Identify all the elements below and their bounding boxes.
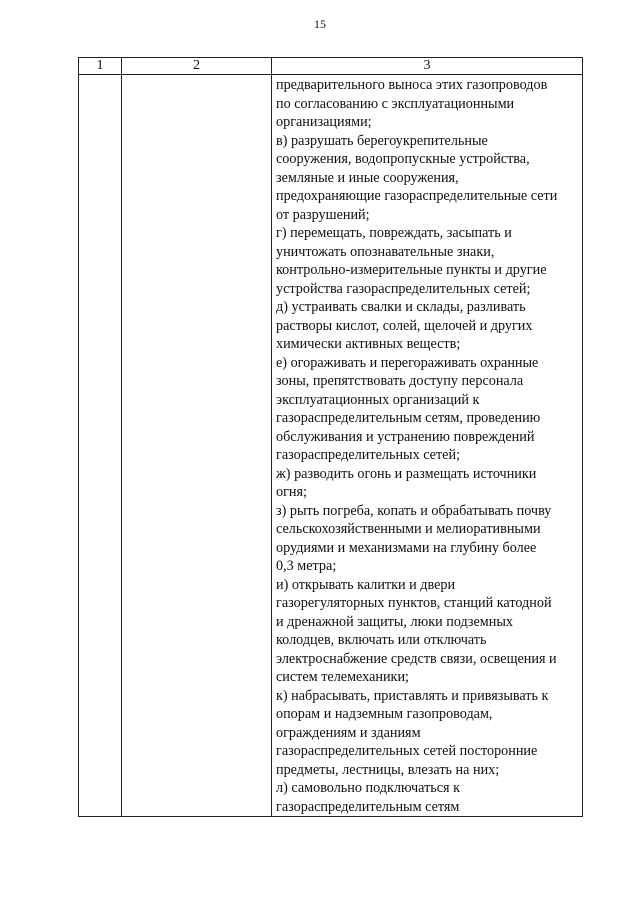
page-number: 15 [314, 17, 326, 31]
text-line: сооружения, водопропускные устройства, [276, 151, 530, 167]
text-line: химически активных веществ; [276, 336, 461, 352]
text-line: по согласованию с эксплуатационными [276, 95, 515, 112]
text-line: от разрушений; [276, 206, 370, 223]
text-line: г) перемещать, повреждать, засыпать и [276, 225, 512, 241]
text-line: л) самовольно подключаться к [276, 780, 461, 796]
text-line: д) устраивать свалки и склады, разливать [276, 299, 526, 315]
table-header-row [79, 58, 583, 75]
text-line: к) набрасывать, приставлять и привязывать к [276, 687, 549, 704]
text-line: обслуживания и устранению повреждений [276, 428, 535, 445]
text-line: е) огораживать и перегораживать охранные [276, 354, 539, 371]
text-line: газораспределительным сетям [276, 798, 460, 815]
text-line: электроснабжение средств связи, освещения и [276, 650, 557, 667]
text-line: предварительного выноса этих газопроводов [276, 77, 548, 93]
text-line: систем телемеханики; [276, 669, 409, 685]
text-line: газорегуляторных пунктов, станций катодной [276, 595, 552, 611]
text-line: и дренажной защиты, люки подземных [276, 613, 513, 630]
text-line: ограждениям и зданиям [276, 724, 421, 741]
text-line: зоны, препятствовать доступу персонала [276, 373, 524, 389]
table-cell-col3 [272, 75, 583, 817]
column-header-2: 2 [122, 58, 272, 75]
text-line: опорам и надземным газопроводам, [276, 706, 493, 722]
text-line: земляные и иные сооружения, [276, 169, 459, 186]
text-line: растворы кислот, солей, щелочей и других [276, 317, 533, 334]
text-line: предохраняющие газораспределительные сети [276, 188, 558, 204]
table-cell-col1 [79, 75, 122, 817]
text-line: уничтожать опознавательные знаки, [276, 243, 495, 260]
text-line: предметы, лестницы, влезать на них; [276, 761, 500, 778]
text-line: орудиями и механизмами на глубину более [276, 539, 537, 556]
text-line: огня; [276, 484, 307, 500]
table-row [79, 75, 583, 817]
text-line: организациями; [276, 114, 372, 130]
text-line: эксплуатационных организаций к [276, 391, 480, 408]
text-line: устройства газораспределительных сетей; [276, 280, 531, 297]
text-line: сельскохозяйственными и мелиоративными [276, 521, 541, 537]
column-header-3: 3 [272, 58, 583, 75]
text-line: з) рыть погреба, копать и обрабатывать почву [276, 502, 552, 519]
text-line: газораспределительных сетей посторонние [276, 743, 538, 759]
text-line: газораспределительным сетям, проведению [276, 410, 541, 426]
column-header-1: 1 [79, 58, 122, 75]
text-line: контрольно-измерительные пункты и другие [276, 262, 547, 278]
text-line: газораспределительных сетей; [276, 447, 461, 463]
text-line: в) разрушать берегоукрепительные [276, 132, 488, 149]
text-line: и) открывать калитки и двери [276, 576, 456, 593]
text-line: 0,3 метра; [276, 558, 337, 574]
text-line: ж) разводить огонь и размещать источники [276, 465, 537, 482]
table-cell-col2 [122, 75, 272, 817]
text-line: колодцев, включать или отключать [276, 632, 487, 648]
document-table [78, 57, 583, 817]
